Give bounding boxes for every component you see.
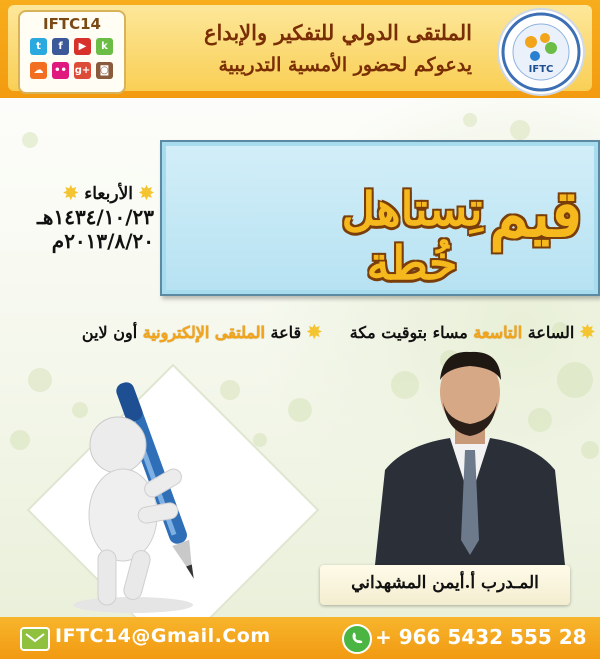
values-word: قيم — [489, 177, 582, 252]
invitation-line: يدعوكم لحضور الأمسية التدريبية — [218, 54, 472, 76]
star-icon: ✸ — [306, 322, 322, 343]
star-icon: ✸ — [579, 322, 595, 343]
badge-title: IFTC14 — [43, 15, 101, 33]
youtube-icon[interactable]: ▶ — [74, 38, 91, 55]
social-badge — [18, 10, 126, 94]
header-bar — [0, 0, 600, 98]
event-title: تِستاهل خُطة — [341, 182, 483, 290]
organization-logo — [497, 8, 585, 96]
event-day — [4, 183, 154, 204]
star-icon: ✸ — [63, 183, 79, 204]
twitter-icon[interactable]: t — [30, 38, 47, 55]
star-icon: ✸ — [138, 183, 154, 204]
info-time-highlight: التاسعة — [473, 323, 523, 342]
info-time-label: الساعة — [527, 323, 575, 342]
info-online: أون لاين — [81, 323, 138, 342]
info-hall-label: قاعة — [270, 323, 302, 342]
googleplus-icon[interactable]: g+ — [74, 62, 91, 79]
info-hall-highlight: الملتقى الإلكترونية — [142, 323, 265, 342]
event-date-gregorian: ٢٠١٣/٨/٢٠م — [51, 229, 154, 253]
event-date-hijri: ١٤٣٤/١٠/٢٣هـ — [37, 205, 154, 229]
event-info — [5, 322, 595, 343]
trainer-photo — [355, 350, 585, 565]
info-timezone: مساء بتوقيت مكة — [349, 323, 468, 342]
mail-icon — [20, 627, 50, 651]
facebook-icon[interactable]: f — [52, 38, 69, 55]
title-box — [160, 140, 600, 296]
instagram-icon[interactable]: ◙ — [96, 62, 113, 79]
organization-name: الملتقى الدولي للتفكير والإبداع — [203, 20, 472, 45]
figure-with-pen-illustration — [18, 355, 328, 659]
whatsapp-icon — [342, 624, 372, 654]
flickr-icon[interactable]: •• — [52, 62, 69, 79]
contact-email[interactable]: IFTC14@Gmail.Com — [55, 625, 271, 647]
trainer-name: المـدرب أ.أيمن المشهداني — [351, 573, 539, 593]
contact-phone[interactable]: + 966 5432 555 28 — [375, 625, 587, 649]
event-day-text: الأربعاء — [84, 184, 133, 204]
soundcloud-icon[interactable]: ☁ — [30, 62, 47, 79]
trainer-plate — [320, 565, 570, 605]
klout-icon[interactable]: k — [96, 38, 113, 55]
logo-text: IFTC — [528, 64, 554, 75]
footer-bar — [0, 617, 600, 659]
